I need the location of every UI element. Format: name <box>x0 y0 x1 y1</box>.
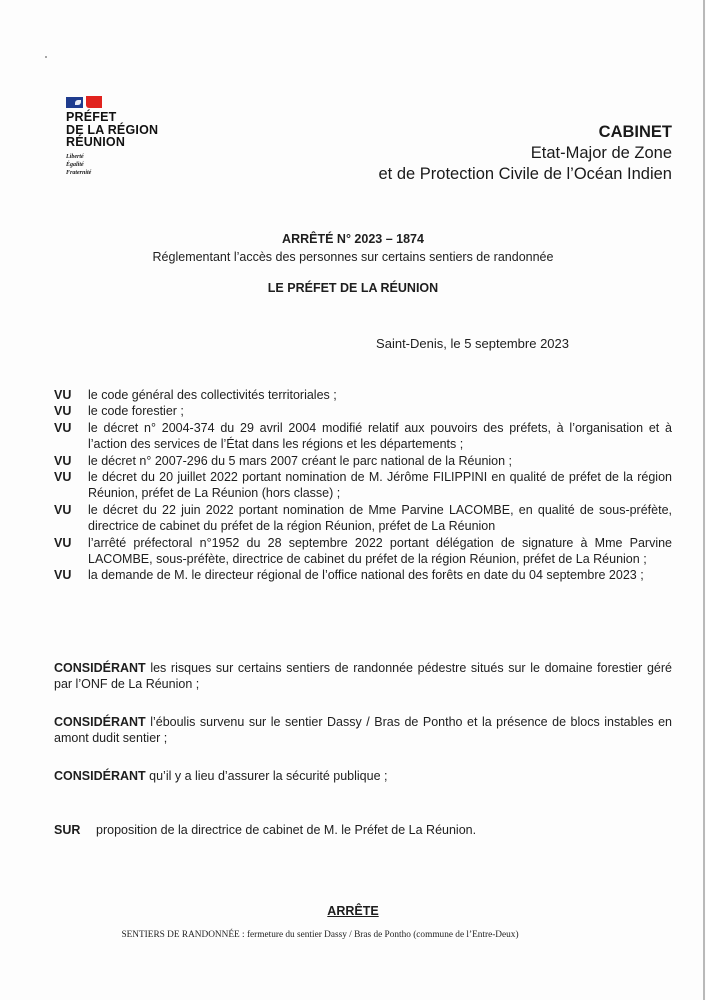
marianne-flag-icon <box>66 96 158 108</box>
vu-item <box>54 420 672 453</box>
vu-item <box>54 387 672 403</box>
vu-text: l’arrêté préfectoral n°1952 du 28 septembre 2022 portant délégation de signature à Mme Parvine LACOMBE, sous-préfète, directrice de cabinet du préfet de la région Réunion, préfet de La Réunion ; <box>88 535 672 567</box>
scan-speck <box>45 56 47 58</box>
vu-item <box>54 502 672 535</box>
vu-item <box>54 567 672 583</box>
considerant-text: les risques sur certains sentiers de randonnée pédestre situés sur le domaine forestier géré par l’ONF de La Réunion ; <box>54 661 672 692</box>
vu-key: VU <box>54 388 72 402</box>
prefecture-logo <box>66 96 158 177</box>
scan-edge-line <box>703 0 705 1000</box>
arrete-number: ARRÊTÉ N° 2023 – 1874 <box>282 232 424 246</box>
vu-text: le décret n° 2007-296 du 5 mars 2007 créant le parc national de la Réunion ; <box>88 453 513 468</box>
republic-motto <box>66 153 158 177</box>
logo-line: RÉUNION <box>66 135 126 149</box>
vu-key: VU <box>54 535 72 550</box>
protection-civile-label: et de Protection Civile de l’Océan Indien <box>378 165 672 183</box>
sur-key: SUR <box>54 823 81 837</box>
considerant-item <box>54 660 672 693</box>
sur-clause <box>54 823 476 837</box>
vu-key: VU <box>54 420 72 435</box>
logo-title <box>66 111 158 149</box>
sur-text: proposition de la directrice de cabinet de M. le Préfet de La Réunion. <box>96 823 477 837</box>
considerant-key: CONSIDÉRANT <box>54 769 146 783</box>
considerant-item <box>54 714 672 747</box>
considerant-item <box>54 768 672 784</box>
vu-text: la demande de M. le directeur régional de l’office national des forêts en date du 04 septembre 2023 ; <box>88 568 644 583</box>
etat-major-label: Etat-Major de Zone <box>530 144 672 162</box>
motto-line: Égalité <box>66 161 84 168</box>
vu-item <box>54 535 672 568</box>
vu-item <box>54 469 672 502</box>
vu-key: VU <box>54 453 72 468</box>
vu-text: le décret du 22 juin 2022 portant nomination de Mme Parvine LACOMBE, en qualité de sous-préfète, directrice de cabinet du préfet de la région Réunion, préfet de La Réunion <box>88 502 672 534</box>
place-date: Saint-Denis, le 5 septembre 2023 <box>376 336 569 351</box>
considerant-text: qu’il y a lieu d’assurer la sécurité publique ; <box>149 769 388 783</box>
authority-heading: LE PRÉFET DE LA RÉUNION <box>267 281 439 295</box>
logo-line: DE LA RÉGION <box>66 122 159 137</box>
subject-line: SENTIERS DE RANDONNÉE : fermeture du sentier Dassy / Bras de Pontho (commune de l’Entre-Deux) <box>121 930 519 940</box>
vu-text: le code forestier ; <box>88 404 184 419</box>
considerant-text: l’éboulis survenu sur le sentier Dassy / Bras de Pontho et la présence de blocs instables en amont dudit sentier ; <box>54 715 672 746</box>
vu-list <box>54 387 672 584</box>
vu-key: VU <box>54 568 72 583</box>
flag-blue-block <box>66 97 83 108</box>
vu-item <box>54 403 672 419</box>
motto-line: Fraternité <box>66 169 92 176</box>
issuing-office-header <box>378 122 672 185</box>
vu-item <box>54 453 672 469</box>
vu-text: le décret n° 2004-374 du 29 avril 2004 modifié relatif aux pouvoirs des préfets, à l’organisation et à l’action des services de l’État dans les régions et les départements ; <box>88 420 672 452</box>
vu-key: VU <box>54 502 72 517</box>
vu-text: le décret du 20 juillet 2022 portant nomination de M. Jérôme FILIPPINI en qualité de préfet de la région Réunion, préfet de La Réunion (hors classe) ; <box>88 470 672 501</box>
motto-line: Liberté <box>66 153 84 160</box>
arrete-heading: ARRÊTE <box>327 904 379 918</box>
logo-line: PRÉFET <box>66 110 117 124</box>
considerant-key: CONSIDÉRANT <box>54 715 146 729</box>
flag-red-block <box>86 96 102 108</box>
vu-text: le code général des collectivités territoriales ; <box>88 388 337 402</box>
vu-key: VU <box>54 404 72 419</box>
vu-key: VU <box>54 470 72 485</box>
considerant-key: CONSIDÉRANT <box>54 661 146 675</box>
cabinet-label: CABINET <box>598 123 672 141</box>
arrete-subtitle: Réglementant l’accès des personnes sur certains sentiers de randonnée <box>152 250 554 264</box>
